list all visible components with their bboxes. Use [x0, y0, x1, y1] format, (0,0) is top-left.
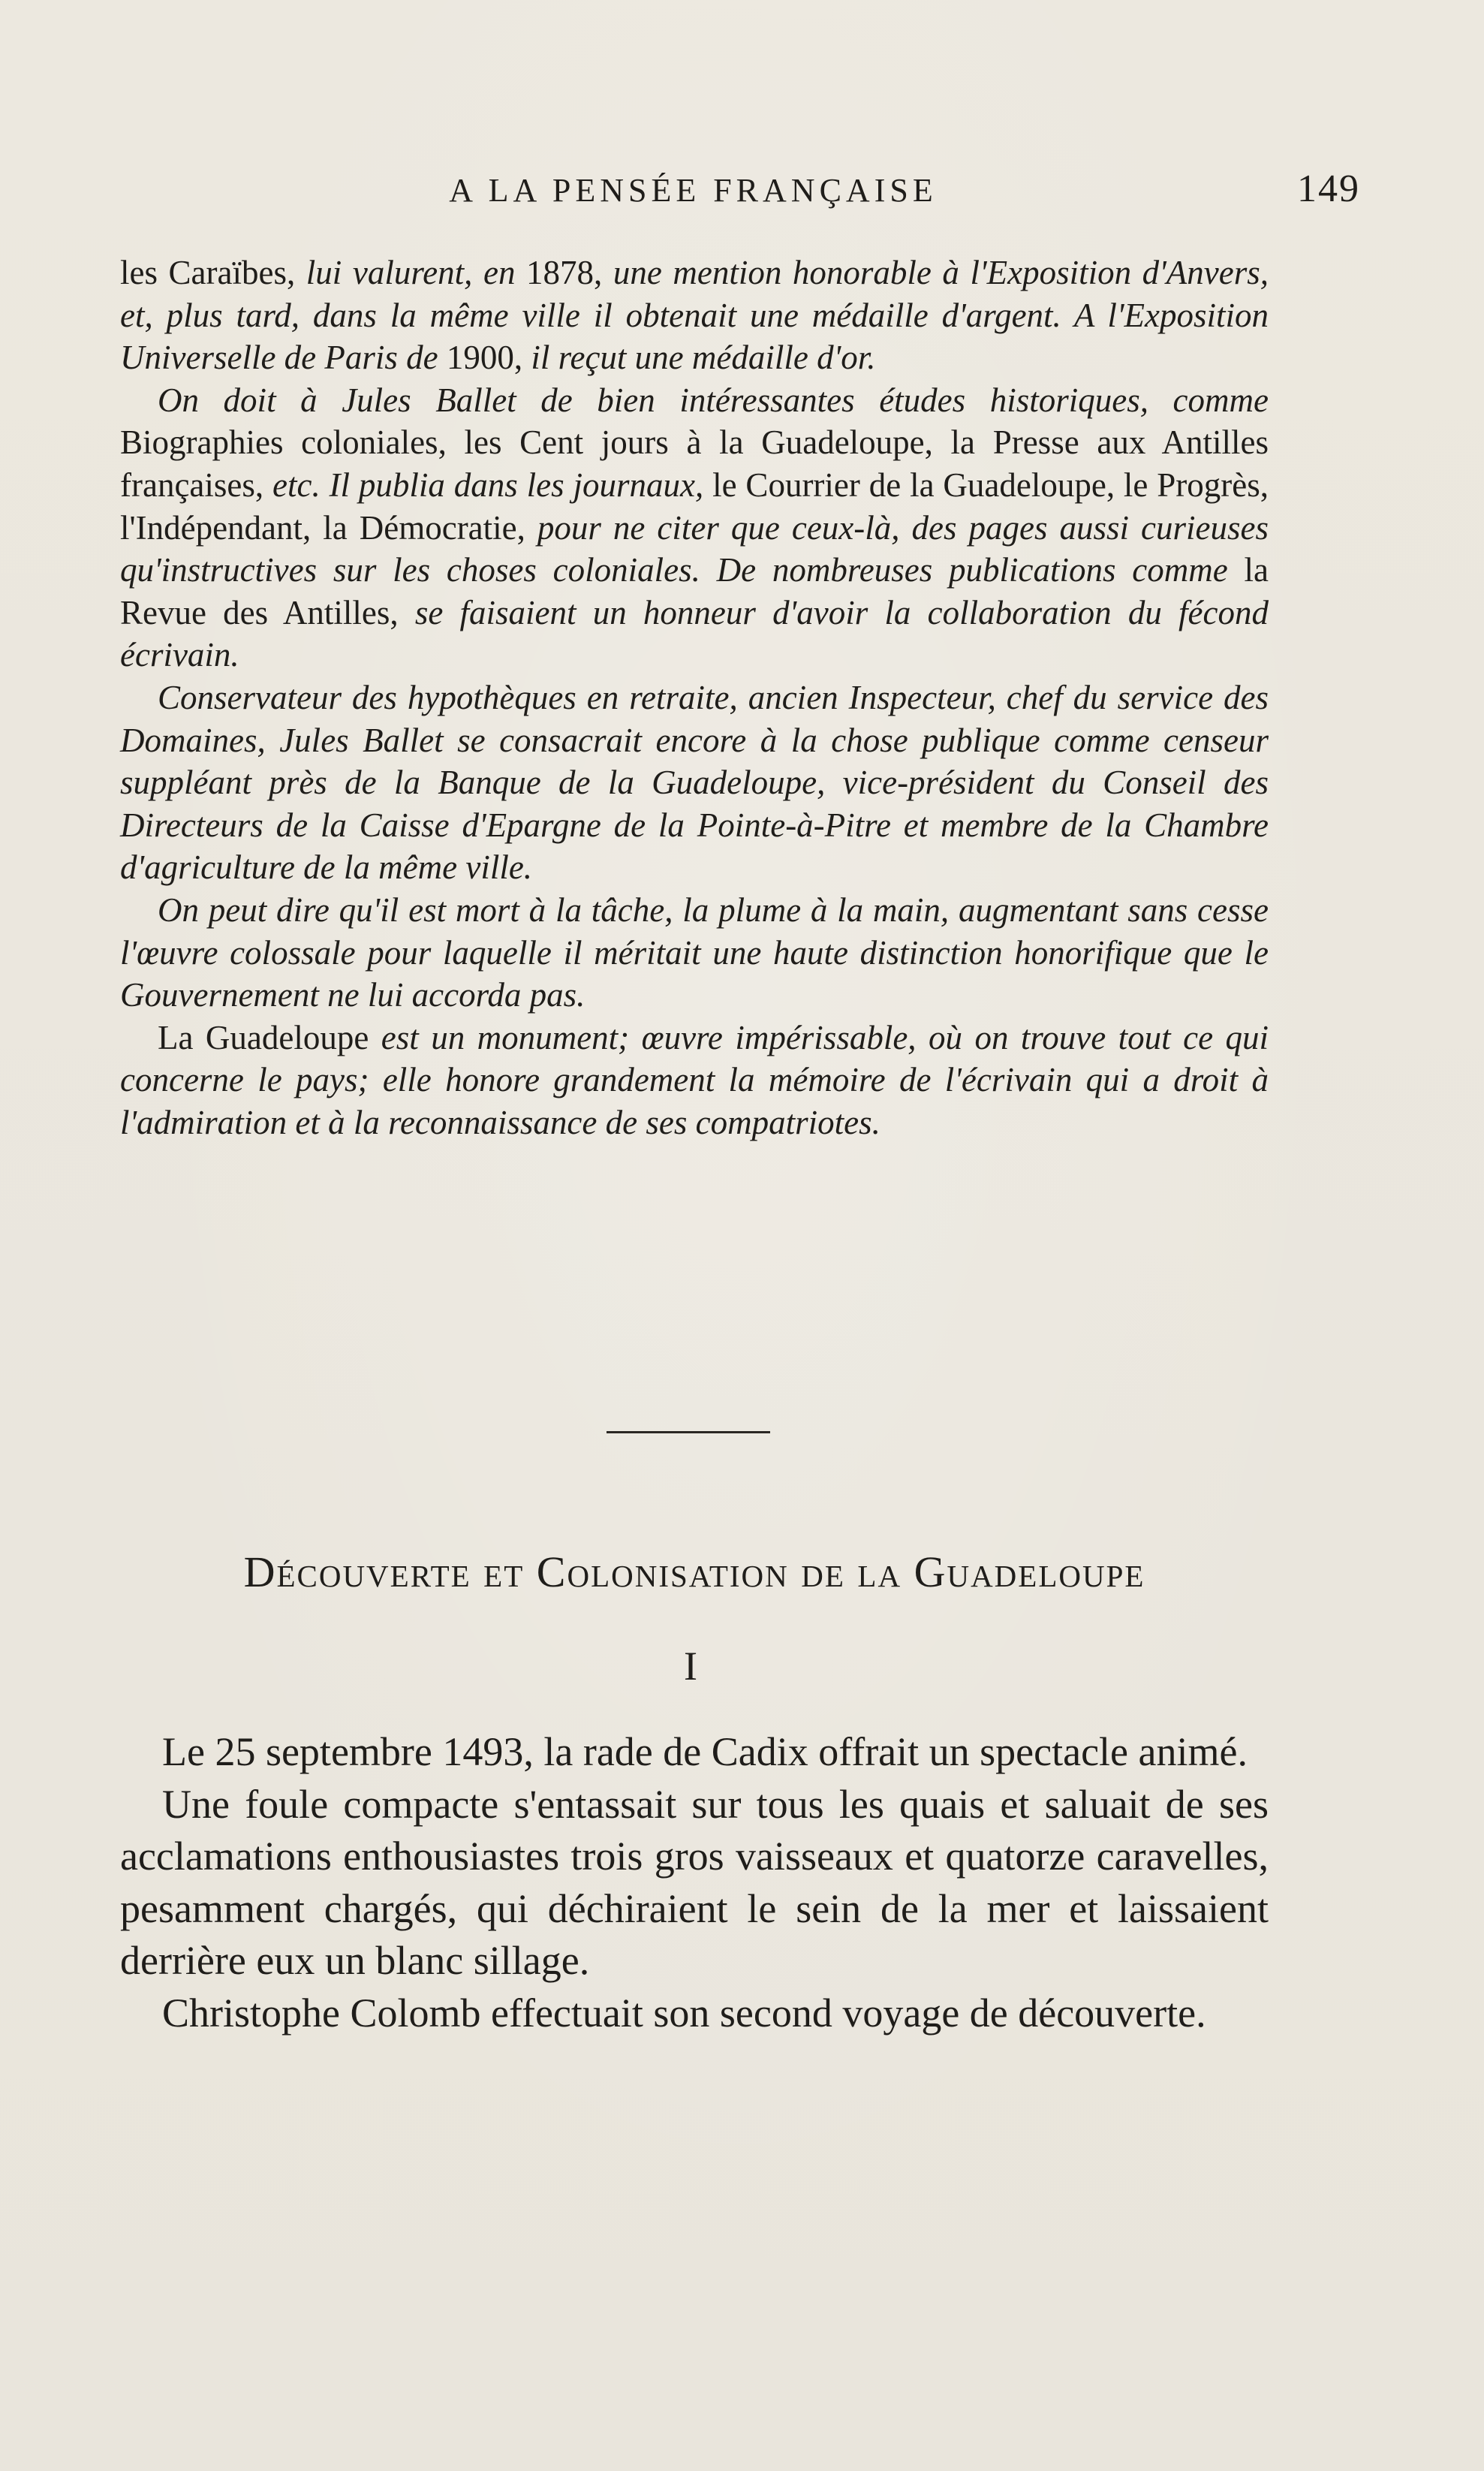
running-title: A LA PENSÉE FRANÇAISE — [449, 172, 938, 209]
chapter-paragraph: Une foule compacte s'entassait sur tous les quais et saluait de ses acclamations enthousiastes trois gros vaisseaux et quatorze caravelles, pesamment chargés, qui déchiraient le sein de la mer et laissaient derrière eux un blanc sillage. — [120, 1781, 1269, 1984]
italic-segment: Conservateur des hypothèques en retraite, ancien Inspecteur, chef du service des Domaines, Jules Ballet se consacrait encore à la chose publique comme censeur suppléant près de la Banque de la Guadeloupe, vice-président du Conseil des Directeurs de la Caisse d'Epargne de la Pointe-à-Pitre et membre de la Chambre d'agriculture de la même ville. — [120, 678, 1269, 887]
text-segment: La Guadeloupe — [158, 1018, 381, 1056]
italic-segment: On peut dire qu'il est mort à la tâche, la plume à la main, augmentant sans cesse l'œuvre colossale pour laquelle il méritait une haute distinction honorifique que le Gouvernement ne lui accorda pas. — [120, 890, 1269, 1014]
page-number: 149 — [1297, 167, 1360, 210]
text-segment: la Revue des Antilles, — [120, 551, 1269, 631]
chapter-number: I — [684, 1644, 697, 1689]
text-segment: 1900, — [446, 339, 531, 377]
italic-segment: On doit à Jules Ballet de bien intéressantes études historiques, comme — [158, 381, 1269, 419]
paragraph — [120, 889, 1269, 1017]
italic-segment: etc. Il publia dans les journaux, — [272, 466, 713, 504]
italic-segment: est un monument; œuvre impérissable, où on trouve tout ce qui concerne le pays; elle honore grandement la mémoire de l'écrivain qui a droit à l'admiration et à la reconnaissance de ses compatriotes. — [120, 1018, 1269, 1141]
chapter-paragraph: Le 25 septembre 1493, la rade de Cadix offrait un spectacle animé. — [162, 1729, 1248, 1774]
running-head — [120, 167, 1360, 212]
section-divider — [607, 1431, 770, 1433]
chapter-title: Découverte et Colonisation de la Guadeloupe — [243, 1547, 1145, 1596]
paragraph — [120, 379, 1269, 677]
text-segment: les Caraïbes, — [120, 254, 306, 291]
italic-segment: pour ne citer que ceux-là, des pages aussi curieuses qu'instructives sur les choses coloniales. De nombreuses publications comme — [120, 508, 1269, 589]
paragraph — [120, 252, 1269, 379]
text-segment: 1878, — [526, 254, 613, 291]
text-segment: Biographies coloniales, les Cent jours à la Guadeloupe, la Presse aux Antilles françaises, — [120, 423, 1269, 504]
chapter-paragraph: Christophe Colomb effectuait son second voyage de découverte. — [162, 1990, 1206, 2036]
text-segment: le Courrier de la Guadeloupe, le Progrès, l'Indépendant, la Démocratie, — [120, 466, 1269, 547]
paragraph — [120, 677, 1269, 889]
italic-segment: une mention honorable à l'Exposition d'Anvers, et, plus tard, dans la même ville il obtenait une médaille d'argent. A l'Exposition Universelle de Paris de — [120, 254, 1269, 377]
chapter-body — [120, 1726, 1269, 2040]
paragraph — [120, 1017, 1269, 1144]
italic-segment: se faisaient un honneur d'avoir la collaboration du fécond écrivain. — [120, 593, 1269, 674]
italic-segment: lui valurent, en — [306, 254, 526, 291]
italic-segment: il reçut une médaille d'or. — [531, 339, 876, 377]
continued-text — [120, 252, 1269, 1144]
